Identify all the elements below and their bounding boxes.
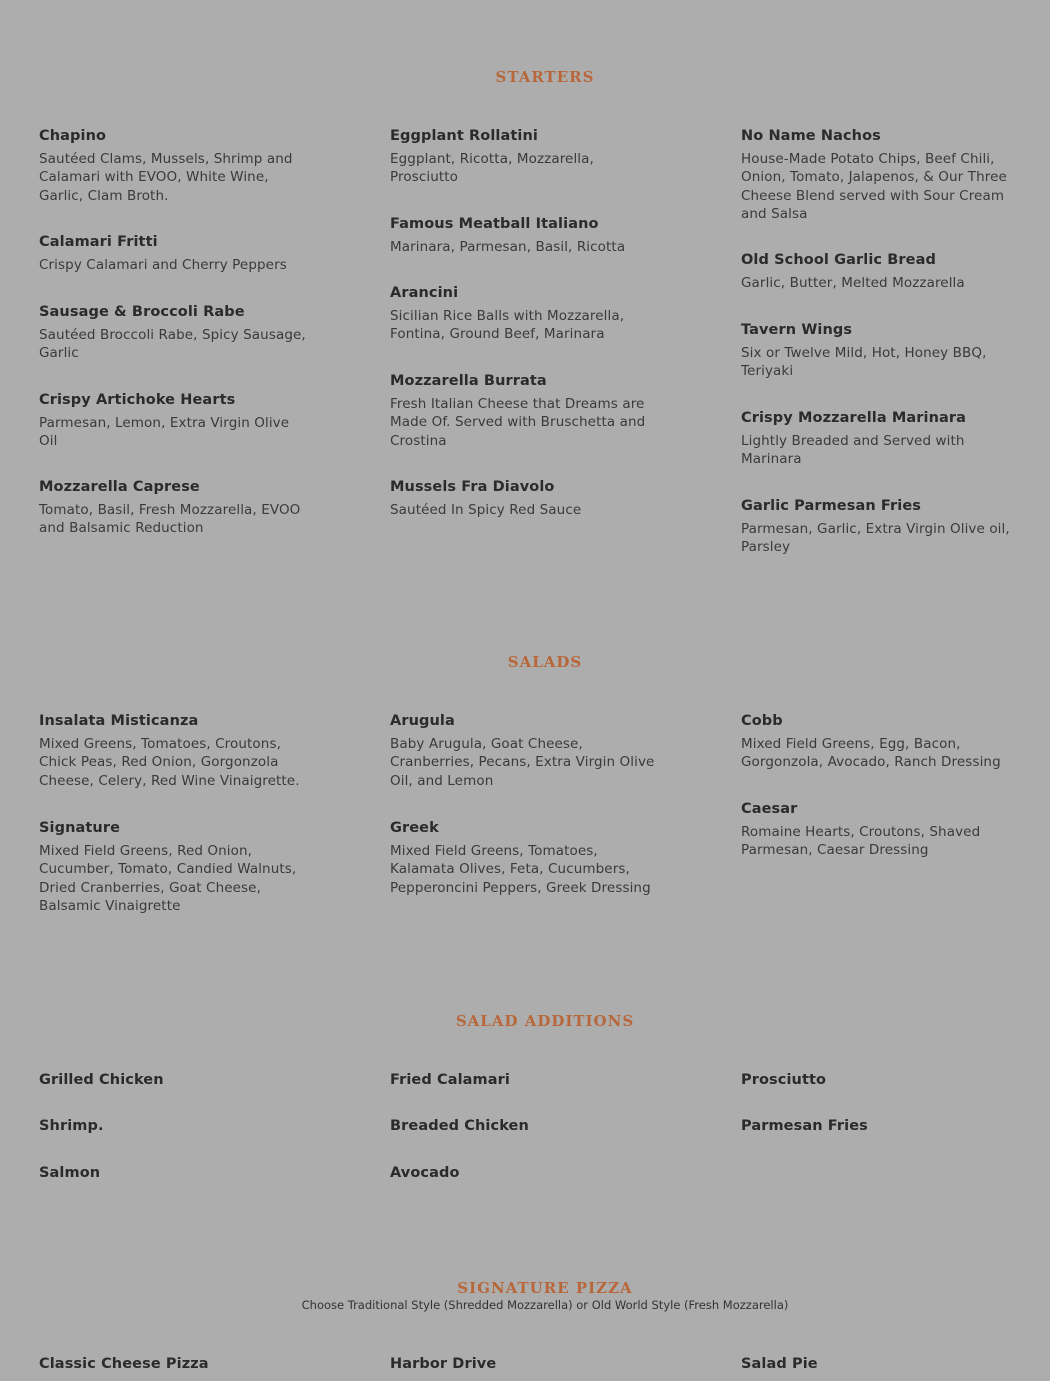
section-title-starters: STARTERS — [495, 68, 595, 86]
pizza-item-name: Harbor Drive — [390, 1356, 497, 1372]
item-name: Garlic Parmesan Fries — [741, 498, 921, 514]
item-name: Caesar — [741, 801, 798, 817]
addition-item: Fried Calamari — [390, 1072, 510, 1088]
section-title-signature-pizza: SIGNATURE PIZZA — [457, 1279, 633, 1297]
item-name: Greek — [390, 820, 439, 836]
menu-item — [39, 303, 311, 363]
starters-column-1 — [39, 127, 311, 537]
item-description: Crispy Calamari and Cherry Peppers — [39, 257, 287, 273]
item-description: Mixed Field Greens, Tomatoes, Kalamata Olives, Feta, Cucumbers, Pepperoncini Peppers, Greek Dressing — [390, 843, 651, 896]
menu-item — [39, 819, 311, 915]
item-name: Crispy Artichoke Hearts — [39, 392, 236, 408]
menu-item — [390, 215, 625, 256]
menu-item — [390, 819, 662, 897]
item-name: Mozzarella Burrata — [390, 373, 547, 389]
menu-item — [741, 127, 1013, 223]
item-name: Mozzarella Caprese — [39, 479, 200, 495]
item-description: Eggplant, Ricotta, Mozzarella, Prosciutto — [390, 151, 594, 186]
item-description: Lightly Breaded and Served with Marinara — [741, 433, 965, 468]
item-name: No Name Nachos — [741, 128, 881, 144]
item-name: Arugula — [390, 713, 455, 729]
menu-item — [39, 233, 287, 274]
item-description: Sautéed In Spicy Red Sauce — [390, 502, 582, 518]
menu-item — [390, 372, 662, 450]
menu-item — [390, 127, 662, 187]
item-description: Parmesan, Garlic, Extra Virgin Olive oil, Parsley — [741, 521, 1010, 556]
item-description: Mixed Greens, Tomatoes, Croutons, Chick Peas, Red Onion, Gorgonzola Cheese, Celery, Red Wine Vinaigrette. — [39, 736, 300, 789]
item-description: Sautéed Broccoli Rabe, Spicy Sausage, Garlic — [39, 327, 306, 362]
pizza-column-2 — [390, 1355, 662, 1378]
menu-item — [741, 409, 1013, 469]
menu-item — [390, 478, 581, 519]
menu-item — [741, 497, 1013, 557]
addition-item: Breaded Chicken — [390, 1118, 529, 1134]
addition-item: Parmesan Fries — [741, 1118, 868, 1134]
item-name: Signature — [39, 820, 121, 836]
item-description: Sautéed Clams, Mussels, Shrimp and Calamari with EVOO, White Wine, Garlic, Clam Broth. — [39, 151, 293, 204]
menu-item — [741, 251, 965, 292]
menu-item — [39, 391, 311, 451]
item-name: Calamari Fritti — [39, 234, 158, 250]
item-description: Six or Twelve Mild, Hot, Honey BBQ, Teriyaki — [741, 345, 987, 380]
item-description: Baby Arugula, Goat Cheese, Cranberries, Pecans, Extra Virgin Olive Oil, and Lemon — [390, 736, 655, 789]
item-description: Mixed Field Greens, Egg, Bacon, Gorgonzola, Avocado, Ranch Dressing — [741, 736, 1001, 771]
item-name: Chapino — [39, 128, 107, 144]
menu-item — [390, 284, 662, 344]
item-name: Cobb — [741, 713, 783, 729]
item-description: Parmesan, Lemon, Extra Virgin Olive Oil — [39, 415, 290, 450]
addition-item: Prosciutto — [741, 1072, 827, 1088]
addition-item: Grilled Chicken — [39, 1072, 164, 1088]
item-description: House-Made Potato Chips, Beef Chili, Onion, Tomato, Jalapenos, & Our Three Cheese Blend served with Sour Cream and Salsa — [741, 151, 1007, 222]
item-name: Insalata Misticanza — [39, 713, 199, 729]
menu-item — [39, 478, 311, 538]
menu-item — [741, 712, 1013, 772]
section-title-salad-additions: SALAD ADDITIONS — [455, 1012, 635, 1030]
pizza-column-1 — [39, 1355, 311, 1378]
addition-item: Avocado — [390, 1165, 460, 1181]
menu-item — [39, 712, 311, 790]
item-name: Eggplant Rollatini — [390, 128, 538, 144]
menu-item — [390, 712, 662, 790]
item-description: Marinara, Parmesan, Basil, Ricotta — [390, 239, 626, 255]
item-name: Arancini — [390, 285, 459, 301]
item-description: Sicilian Rice Balls with Mozzarella, Fontina, Ground Beef, Marinara — [390, 308, 625, 343]
item-description: Garlic, Butter, Melted Mozzarella — [741, 275, 965, 291]
menu-item — [741, 800, 1013, 860]
item-name: Sausage & Broccoli Rabe — [39, 304, 245, 320]
item-name: Tavern Wings — [741, 322, 853, 338]
item-description: Romaine Hearts, Croutons, Shaved Parmesan, Caesar Dressing — [741, 824, 981, 859]
menu-item — [39, 127, 311, 205]
menu-item — [741, 321, 1013, 381]
item-name: Famous Meatball Italiano — [390, 216, 599, 232]
addition-item: Salmon — [39, 1165, 101, 1181]
item-name: Crispy Mozzarella Marinara — [741, 410, 967, 426]
pizza-column-3 — [741, 1355, 1013, 1378]
section-title-salads: SALADS — [507, 653, 583, 671]
item-description: Mixed Field Greens, Red Onion, Cucumber, Tomato, Candied Walnuts, Dried Cranberries, Goat Cheese, Balsamic Vinaigrette — [39, 843, 297, 914]
pizza-item-name: Classic Cheese Pizza — [39, 1356, 209, 1372]
section-subtitle: Choose Traditional Style (Shredded Mozzarella) or Old World Style (Fresh Mozzarella) — [301, 1298, 789, 1312]
item-description: Tomato, Basil, Fresh Mozzarella, EVOO and Balsamic Reduction — [39, 502, 301, 537]
item-name: Mussels Fra Diavolo — [390, 479, 555, 495]
item-name: Old School Garlic Bread — [741, 252, 936, 268]
addition-item: Shrimp. — [39, 1118, 104, 1134]
item-description: Fresh Italian Cheese that Dreams are Made Of. Served with Bruschetta and Crostina — [390, 396, 646, 449]
pizza-item-name: Salad Pie — [741, 1356, 818, 1372]
